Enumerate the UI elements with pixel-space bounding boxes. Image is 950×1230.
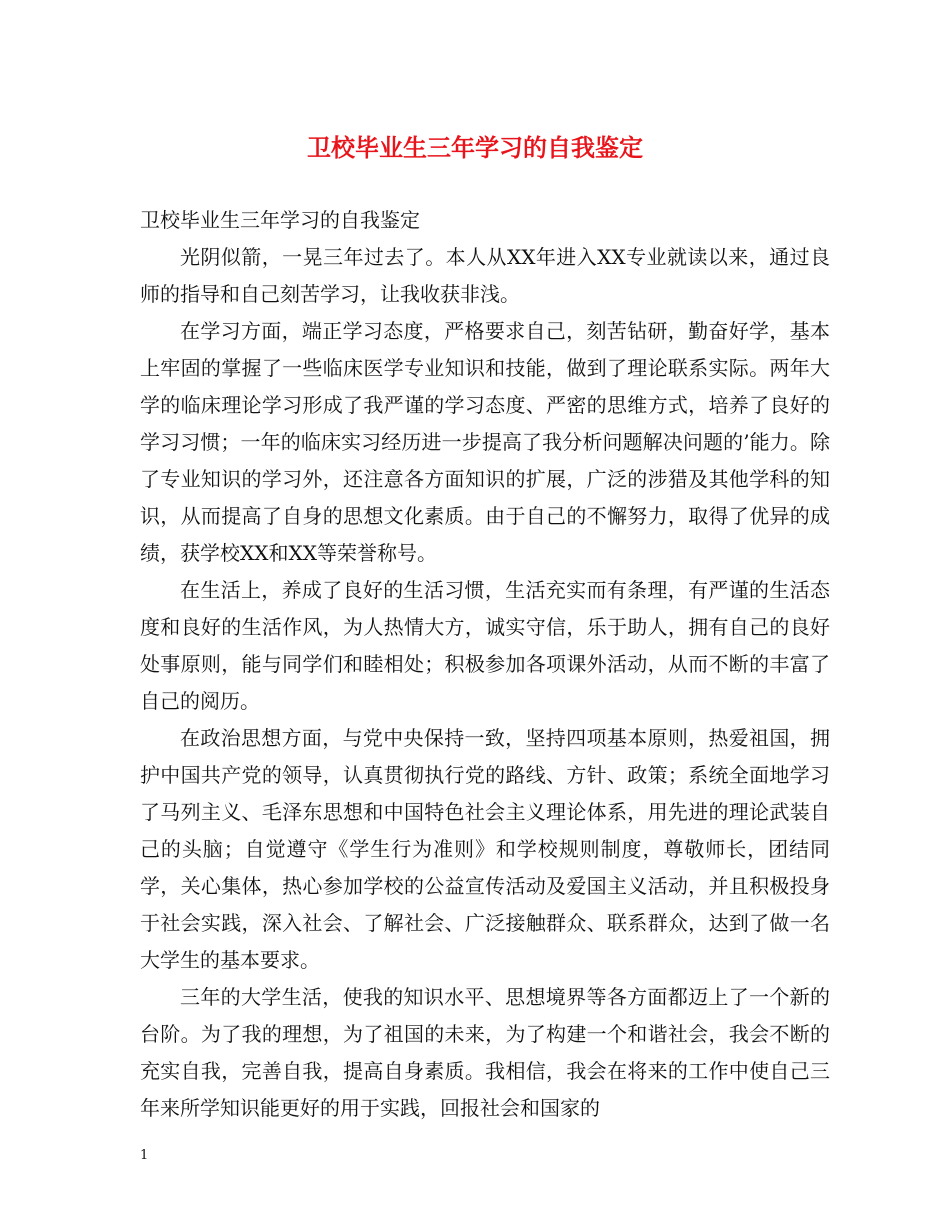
document-body — [140, 202, 830, 1127]
paragraph-intro: 光阴似箭，一晃三年过去了。本人从XX年进入XX专业就读以来，通过良师的指导和自己刻苦学习，让我收获非浅。 — [140, 245, 830, 306]
paragraph-study: 在学习方面，端正学习态度，严格要求自己，刻苦钻研，勤奋好学，基本上牢固的掌握了一些临床医学专业知识和技能，做到了理论联系实际。两年大学的临床理论学习形成了我严谨的学习态度、严密的思维方式，培养了良好的学习习惯；一年的临床实习经历进一步提高了我分析问题解决问题的’能力。除了专业知识的学习外，还注意各方面知识的扩展，广泛的涉猎及其他学科的知识，从而提高了自身的思想文化素质。由于自己的不懈努力，取得了优异的成绩，获学校XX和XX等荣誉称号。 — [140, 319, 830, 565]
page-number: 1 — [140, 1148, 149, 1163]
document-title: 卫校毕业生三年学习的自我鉴定 — [307, 133, 643, 162]
paragraph-life: 在生活上，养成了良好的生活习惯，生活充实而有条理，有严谨的生活态度和良好的生活作风，为人热情大方，诚实守信，乐于助人，拥有自己的良好处事原则，能与同学们和睦相处；积极参加各项课外活动，从而不断的丰富了自己的阅历。 — [140, 578, 830, 713]
document-subtitle: 卫校毕业生三年学习的自我鉴定 — [140, 208, 420, 232]
paragraph-politics: 在政治思想方面，与党中央保持一致，坚持四项基本原则，热爱祖国，拥护中国共产党的领导，认真贯彻执行党的路线、方针、政策；系统全面地学习了马列主义、毛泽东思想和中国特色社会主义理论体系，用先进的理论武装自己的头脑；自觉遵守《学生行为准则》和学校规则制度，尊敬师长，团结同学，关心集体，热心参加学校的公益宣传活动及爱国主义活动，并且积极投身于社会实践，深入社会、了解社会、广泛接触群众、联系群众，达到了做一名大学生的基本要求。 — [140, 726, 830, 972]
paragraph-conclusion: 三年的大学生活，使我的知识水平、思想境界等各方面都迈上了一个新的台阶。为了我的理想，为了祖国的未来，为了构建一个和谐社会，我会不断的充实自我，完善自我，提高自身素质。我相信，我会在将来的工作中使自己三年来所学知识能更好的用于实践，回报社会和国家的 — [140, 985, 830, 1120]
